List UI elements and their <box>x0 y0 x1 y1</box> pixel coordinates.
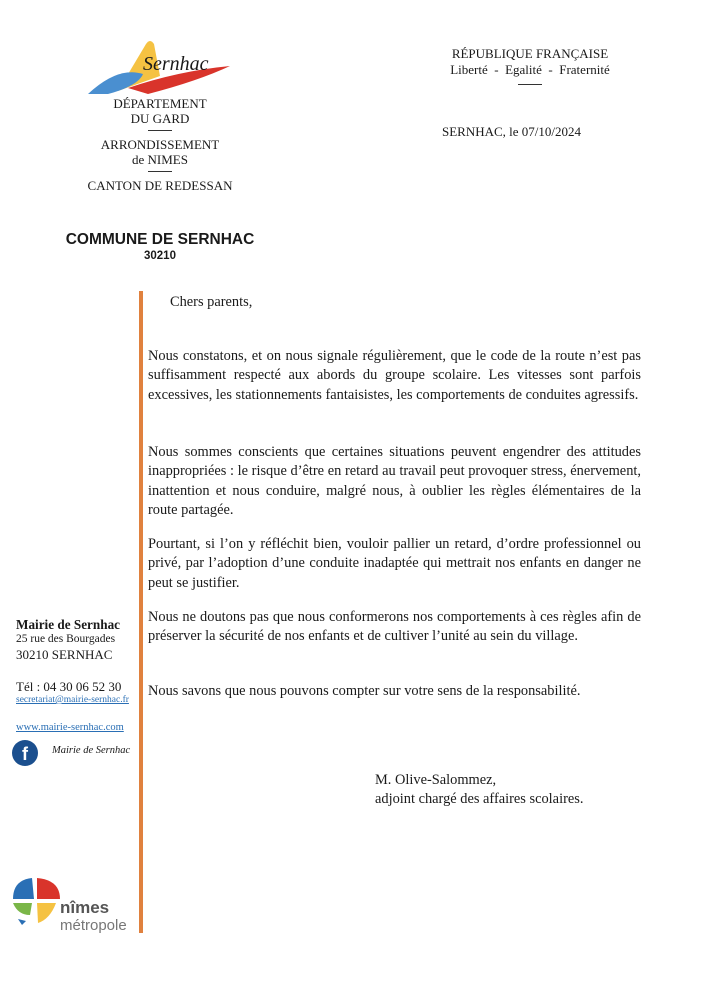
logo-line-1: nîmes <box>60 898 110 917</box>
department-name: DU GARD <box>130 111 190 126</box>
signature-title: adjoint chargé des affaires scolaires. <box>375 791 584 807</box>
postal-code: 30210 <box>144 250 176 262</box>
greeting: Chers parents, <box>170 294 253 310</box>
sidebar-phone: Tél : 04 30 06 52 30 <box>16 679 122 694</box>
sernhac-logo <box>88 36 233 96</box>
canton-label: CANTON DE REDESSAN <box>87 178 233 193</box>
republic-motto: Liberté - Egalité - Fraternité <box>450 62 610 77</box>
facebook-label: Mairie de Sernhac <box>52 745 131 756</box>
signature-name: M. Olive-Salommez, <box>375 772 497 788</box>
signature <box>375 771 583 809</box>
commune-title: COMMUNE DE SERNHAC <box>65 231 255 248</box>
nimes-metropole-logo <box>10 875 130 935</box>
paragraph-4: Nous ne doutons pas que nous conformerons nos comportements à ces règles afin de préserver la sécurité de nos enfants et de cultiver l’unité au sein du village. <box>148 609 641 645</box>
arrondissement-name: de NIMES <box>132 152 188 167</box>
email-link[interactable]: secretariat@mairie-sernhac.fr <box>16 695 129 705</box>
divider <box>148 171 172 172</box>
republic-block <box>420 46 640 91</box>
logo-text: Sernhac <box>143 53 209 75</box>
sidebar-city: 30210 SERNHAC <box>16 647 113 662</box>
department-label: DÉPARTEMENT <box>113 96 207 111</box>
arrondissement-label: ARRONDISSEMENT <box>100 137 220 152</box>
paragraph-1: Nous constatons, et on nous signale régulièrement, que le code de la route n’est pas suffisamment respecté aux abords du groupe scolaire. Les vitesses sont parfois excessives, les stationnements fantaisistes, les comportements de conduites agressifs. <box>148 348 641 403</box>
paragraph-3: Pourtant, si l’on y réfléchit bien, vouloir pallier un retard, d’ordre professionnel ou privé, par l’adoption d’une conduite inadaptée qui mettrait nos enfants en danger ne peut se justifier. <box>148 536 641 591</box>
sidebar-title: Mairie de Sernhac <box>16 617 121 632</box>
republic-title: RÉPUBLIQUE FRANÇAISE <box>451 46 609 61</box>
logo-line-2: métropole <box>60 917 127 934</box>
divider <box>518 84 542 85</box>
paragraph-2: Nous sommes conscients que certaines situations peuvent engendrer des attitudes inappropriées : le risque d’être en retard au travail peut provoquer stress, énervement, inattention et nous conduire, malgré nous, à oublier les règles élémentaires de la route partagée. <box>148 444 641 518</box>
date-line: SERNHAC, le 07/10/2024 <box>442 124 582 139</box>
department-block <box>60 96 260 193</box>
facebook-icon[interactable]: f <box>12 740 38 766</box>
paragraph-5: Nous savons que nous pouvons compter sur votre sens de la responsabilité. <box>148 683 581 699</box>
website-link[interactable]: www.mairie-sernhac.com <box>16 722 124 733</box>
divider <box>148 130 172 131</box>
sidebar-address: 25 rue des Bourgades <box>16 633 116 645</box>
accent-bar <box>139 291 143 933</box>
